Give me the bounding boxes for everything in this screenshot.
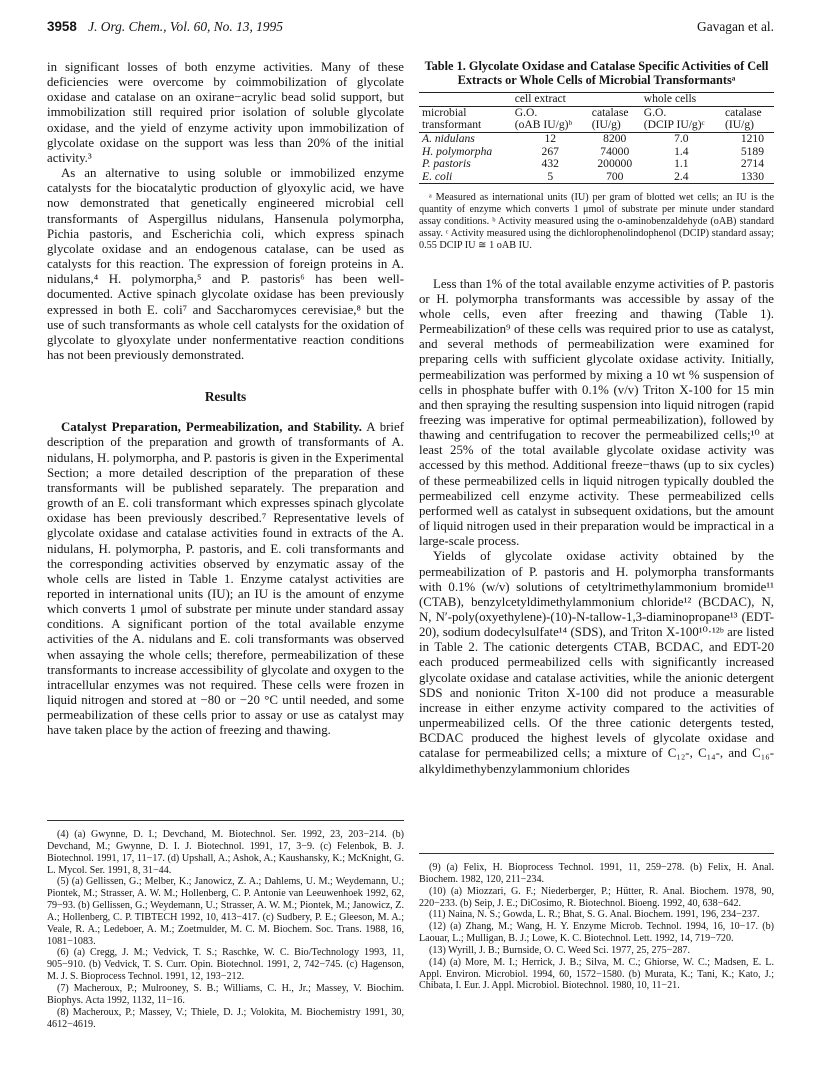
table-cell: 74000	[600, 144, 630, 158]
left-column	[47, 60, 404, 739]
table-cell: A. nidulans	[422, 132, 475, 146]
footnote: (9) (a) Felix, H. Bioprocess Technol. 1991, 11, 259−278. (b) Felix, H. Anal. Biochem. 1982, 120, 211−234.	[419, 862, 774, 885]
running-header	[47, 19, 774, 37]
footnotes-right	[419, 853, 774, 992]
body-paragraph: Yields of glycolate oxidase activity obtained by the permeabilization of P. pastoris and H. polymorpha transformants with 0.1% (w/v) solutions of cetyltrimethylammonium bromide¹¹ (CTAB), benzylcetyldimethylammonium chloride¹² (BCDAC), N, N, N′-poly(oxyethylene)-(10)-N-tallow-1,3-diaminopropane¹³ (EDT-20), sodium dodecylsulfate¹⁴ (SDS), and Triton X-100¹⁰·¹²ᵇ are listed in Table 2. The cationic detergents CTAB, BCDAC, and EDT-20 each produced permeabilized cells with significantly increased glycolate oxidase and catalase activities, while the anionic detergent SDS and nonionic Triton X-100 did not produce a measurable increase in either enzyme activity compared to the activities of unpermeabilized cells. Of the three cationic detergents tested, BCDAC produced the highest levels of glycolate oxidase and catalase for permeabilized cells; a mixture of C₁₂-, C₁₄-, and C₁₆-alkyldimethybenzylammonium chlorides	[419, 549, 774, 776]
table-row	[419, 171, 774, 184]
footnote: (4) (a) Gwynne, D. I.; Devchand, M. Biotechnol. Ser. 1992, 23, 203−214. (b) Devchand, M.; Gwynne, D. I. J. Biotechnol. 1991, 17, 3−9. (c) Felenbok, B. J. Biotechnol. 1991, 17, 11−17. (d) Upshall, A.; Ashok, A.; Kaushansky, K.; McKnight, G. L. Mycol. Ser. 1991, 8, 31−44.	[47, 829, 404, 876]
table-row	[419, 133, 774, 146]
table-cell: 700	[606, 169, 624, 183]
table-cell: 267	[541, 144, 559, 158]
table-cell: 2714	[740, 157, 764, 171]
table-cell: 432	[541, 157, 559, 171]
table-column-header: catalase (IU/g)	[722, 106, 774, 133]
footnote: (8) Macheroux, P.; Massey, V.; Thiele, D. J.; Volokita, M. Biochemistry 1991, 30, 4612−4619.	[47, 1006, 404, 1030]
table-notes	[419, 192, 774, 252]
body-paragraph: in significant losses of both enzyme activities. Many of these deficiencies were overcome by coimmobilization of glycolate oxidase and catalase on an oxirane−acrylic bead solid support, but immobilization still required prior isolation of soluble glycolate oxidase, and the yield of enzyme activity upon immobilization of glycolate oxidase on the support was less than 20% of the initial activity.³	[47, 60, 404, 165]
table-cell: 5	[547, 169, 554, 183]
table-column-header: G.O. (DCIP IU/g)ᶜ	[641, 106, 722, 133]
table-row	[419, 158, 774, 170]
subsection-heading: Catalyst Preparation, Permeabilization, and Stability.	[61, 420, 362, 435]
right-column	[419, 60, 774, 777]
footnotes-left	[47, 820, 404, 1030]
table-column-header: catalase (IU/g)	[589, 106, 641, 133]
right-body	[419, 277, 774, 777]
table-column-header: microbial transformant	[419, 106, 512, 133]
table-cell: 5189	[740, 144, 764, 158]
table-group-header: cell extract	[512, 93, 641, 106]
footnote: (13) Wyrill, J. B.; Burnside, O. C. Weed Sci. 1977, 25, 275−287.	[429, 944, 690, 956]
table-cell: E. coli	[422, 169, 453, 183]
table-cell: 7.0	[674, 132, 689, 146]
results-paragraph	[47, 420, 404, 738]
footnote: (10) (a) Miozzari, G. F.; Niederberger, P.; Hütter, R. Anal. Biochem. 1978, 90, 220−233. (b) Seip, J. E.; DiCosimo, R. Biotechnol. Bioeng. 1992, 40, 638−642.	[419, 885, 774, 909]
table-cell: P. pastoris	[422, 157, 471, 171]
table-footnote: ᵃ Measured as international units (IU) per gram of blotted wet cells; an IU is the quantity of enzyme which converts 1 μmol of substrate per minute under standard assay conditions. ᵇ Activity measured using the o-aminobenzaldehyde (oAB) standard assay. ᶜ Activity measured using the dichlorophenolindophenol (DCIP) standard assay; 0.55 DCIP IU ≅ 1 oAB IU.	[419, 192, 774, 251]
table-cell: 1210	[740, 132, 764, 146]
journal-citation: J. Org. Chem., Vol. 60, No. 13, 1995	[88, 19, 283, 34]
footnote: (12) (a) Zhang, M.; Wang, H. Y. Enzyme Microb. Technol. 1994, 16, 10−17. (b) Laouar, L.; Mulligan, B. J.; Lowe, K. C. Biotechnol. Lett. 1992, 14, 719−720.	[419, 921, 774, 945]
footnote: (6) (a) Cregg, J. M.; Vedvick, T. S.; Raschke, W. C. Bio/Technology 1993, 11, 905−910. (b) Vedvick, T. S. Curr. Opin. Biotechnol. 1991, 2, 742−745. (c) Hagenson, M. J. S. Bioprocess Technol. 1991, 12, 193−212.	[47, 947, 404, 983]
running-author: Gavagan et al.	[697, 19, 774, 34]
table-cell: 200000	[597, 157, 633, 171]
table-cell: 12	[544, 132, 557, 146]
table-1	[419, 92, 774, 184]
body-paragraph: As an alternative to using soluble or immobilized enzyme catalysts for the biocatalytic production of glyoxylic acid, we have now demonstrated that genetically engineered microbial cell transformants of Aspergillus nidulans, Hansenula polymorpha, Pichia pastoris, and Escherichia coli, which express spinach glycolate oxidase and an endogenous catalase, can be used as catalysts for this reaction. The expression of foreign proteins in A. nidulans,⁴ H. polymorpha,⁵ and P. pastoris⁶ has been well-documented. Active spinach glycolate oxidase has been previously expressed in both E. coli⁷ and Saccharomyces cerevisiae,⁸ but the use of such transformants as whole cell catalysts for the oxidation of glycolate to glyoxylate under nonfermentative reaction conditions has not been previously demonstrated.	[47, 166, 404, 362]
section-heading: Results	[204, 389, 247, 405]
body-paragraph: Less than 1% of the total available enzyme activities of P. pastoris or H. polymorpha transformants was accessible by assay of the whole cells, even after freezing and thawing (Table 1). Permeabilization⁹ of these cells was required prior to use as catalyst, and several methods of permeabilization were examined for preparing cells with sufficient glycolate oxidase activity. Initially, permeabilization was performed by mixing a 10 wt % suspension of cells in phosphate buffer with 0.1% (v/v) Triton X-100 for 15 min and then spraying the resulting suspension into liquid nitrogen (rapid freezing was imperative for optimal permeabilization), followed by thawing and centrifugation to recover the permeabilized cells;¹⁰ at least 25% of the total available glycolate oxidase activity was accessed by this method. Additional freeze−thaws (up to six cycles) of these permeabilized cells in liquid nitrogen typically doubled the permeabilized cell enzyme activity. These permeabilized cells performed well as catalyst in subsequent oxidations, but the amount of liquid nitrogen used in their preparation would be impractical in a large-scale process.	[419, 276, 774, 549]
table-group-header: whole cells	[641, 93, 774, 106]
table-cell: 1330	[740, 169, 764, 183]
footnote: (5) (a) Gellissen, G.; Melber, K.; Janowicz, Z. A.; Dahlems, U. M.; Weydemann, U.; Piontek, M.; Strasser, A. W. M.; Hollenberg, C. P. Antonie van Leeuwenhoek 1992, 62, 79−93. (b) Gellissen, G.; Weydemann, U.; Strasser, A. W. M.; Piontek, M.; Janowicz, Z. A.; Hollenberg, C. P. TIBTECH 1992, 10, 413−417. (c) Sudbery, P. E.; Gleeson, M. A.; Veale, R. A.; Ledeboer, A. M.; Zoetmulder, M. C. M. Biochem. Soc. Trans. 1988, 16, 1081−1083.	[47, 876, 404, 947]
table-cell: 1.1	[674, 157, 689, 171]
table-cell: 1.4	[674, 144, 689, 158]
table-column-header: G.O. (oAB IU/g)ᵇ	[512, 106, 589, 133]
footnote: (14) (a) More, M. I.; Herrick, J. B.; Silva, M. C.; Ghiorse, W. C.; Madsen, E. L. Appl. Environ. Microbiol. 1994, 60, 1572−1580. (b) Murata, K.; Tani, K.; Kato, J.; Chibata, I. Eur. J. Appl. Microbiol. Biotechnol. 1980, 10, 11−21.	[419, 956, 774, 992]
table-empty-cell	[419, 93, 512, 106]
footnote: (7) Macheroux, P.; Mulrooney, S. B.; Williams, C. H., Jr.; Massey, V. Biochim. Biophys. Acta 1992, 1132, 11−16.	[47, 982, 404, 1006]
table-cell: H. polymorpha	[422, 144, 493, 158]
table-caption: Table 1. Glycolate Oxidase and Catalase Specific Activities of Cell Extracts or Whole Cells of Microbial Transformantsᵃ	[424, 59, 769, 87]
table-cell: 2.4	[674, 169, 689, 183]
results-text: A brief description of the preparation and growth of transformants of A. nidulans, H. polymorpha, and P. pastoris is given in the Experimental Section; a more detailed description of the preparation of these transformants will be published separately. The preparation and growth of an E. coli transformant which expresses spinach glycolate oxidase has been previously described.⁷ Representative levels of glycolate oxidase and catalase activities found in extracts of the A. nidulans, H. polymorpha, P. pastoris, and E. coli transformants and the corresponding activities observed by enzymatic assay of the whole cells are listed in Table 1. Enzyme catalyst activities are reported in international units (IU); an IU is the amount of enzyme which converts 1 μmol of substrate per minute under standard assay conditions. A significant portion of the total available enzyme activities of the A. nidulans and E. coli transformants was observed when assaying the whole cells; therefore, permeabilization of these transformants to increase accessibility of glycolate and oxygen to the intracellular enzymes was not required. These cells were frozen in liquid nitrogen and stored at −80 or −20 °C until needed, and some permeabilization of these cells prior to assay or use as catalyst may have taken place by the action of freezing and thawing.	[47, 420, 404, 738]
table-cell: 8200	[603, 132, 627, 146]
page-number: 3958	[47, 19, 77, 34]
footnote: (11) Naina, N. S.; Gowda, L. R.; Bhat, S. G. Anal. Biochem. 1991, 196, 234−237.	[429, 909, 760, 921]
